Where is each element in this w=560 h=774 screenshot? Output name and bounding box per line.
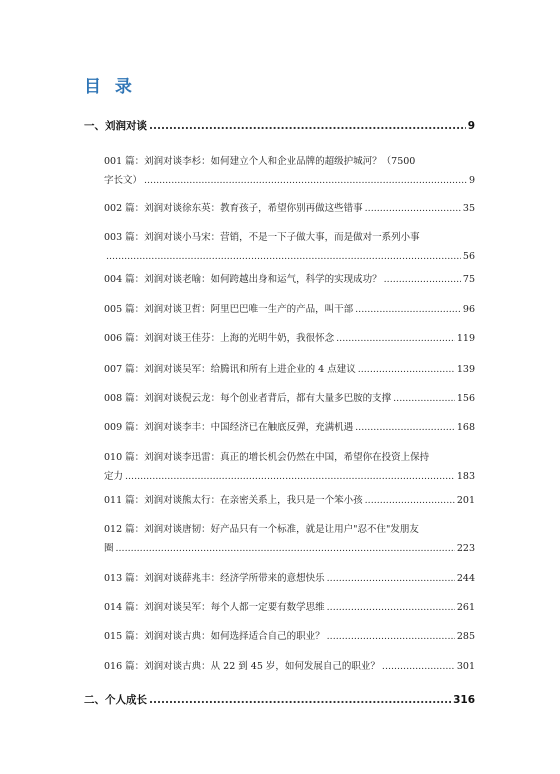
toc-page-number: 56: [462, 251, 475, 262]
toc-entry-text: 010 篇：刘润对谈李迅雷：真正的增长机会仍然在中国，希望你在投资上保持: [104, 452, 430, 463]
toc-entry-text: 012 篇：刘润对谈唐韧：好产品只有一个标准，就是让用户"忍不住"发朋友: [104, 524, 419, 535]
toc-entry[interactable]: [104, 569, 475, 588]
dot-leader: [358, 360, 455, 379]
toc-entry[interactable]: [104, 329, 475, 348]
toc-entry[interactable]: [104, 270, 475, 289]
toc-page-number: 9: [467, 120, 475, 132]
toc-entry-text: 002 篇：刘润对谈徐东英：教育孩子，希望你别再做这些错事: [104, 203, 363, 214]
toc-entry-text: 015 篇：刘润对谈古典：如何选择适合自己的职业？: [104, 631, 325, 642]
page-title: 目 录: [84, 77, 136, 97]
toc-entry-text: 008 篇：刘润对谈倪云龙：每个创业者背后，都有大量多巴胺的支撑: [104, 393, 392, 404]
toc-entry-text: 013 篇：刘润对谈薛兆丰：经济学所带来的意想快乐: [104, 573, 325, 584]
toc-entry[interactable]: [104, 491, 475, 510]
toc-page-number: 75: [462, 274, 475, 285]
toc-section-label: 二、个人成长: [84, 694, 147, 706]
toc-entry[interactable]: [104, 199, 475, 218]
toc-entry-text: 001 篇：刘润对谈李杉：如何建立个人和企业品牌的超级护城河？（7500: [104, 156, 416, 167]
toc-entry[interactable]: [104, 598, 475, 617]
dot-leader: [327, 598, 455, 617]
toc-entry[interactable]: [104, 657, 475, 676]
dot-leader: [116, 539, 455, 558]
toc-section[interactable]: [84, 118, 475, 133]
toc-page-number: 285: [456, 631, 475, 642]
toc-page-number: 119: [456, 333, 475, 344]
toc-page-number: 168: [456, 422, 475, 433]
toc-entry[interactable]: [104, 389, 475, 408]
dot-leader: [327, 627, 455, 646]
toc-entry[interactable]: [104, 300, 475, 319]
dot-leader: [149, 694, 451, 706]
toc-page-number: 316: [453, 694, 475, 706]
toc-entry-text: 005 篇：刘润对谈卫哲：阿里巴巴唯一生产的产品，叫干部: [104, 304, 354, 315]
toc-section-label: 一、刘润对谈: [84, 120, 147, 132]
toc-entry-text: 014 篇：刘润对谈吴军：每个人都一定要有数学思维: [104, 602, 325, 613]
toc-entry[interactable]: [104, 627, 475, 646]
dot-leader: [365, 199, 461, 218]
toc-page-number: 223: [456, 543, 475, 554]
dot-leader: [393, 389, 455, 408]
dot-leader: [327, 569, 455, 588]
toc-entry-text: 003 篇：刘润对谈小马宋：营销，不是一下子做大事，而是做对一系列小事: [104, 232, 420, 243]
toc-entry[interactable]: [104, 520, 475, 558]
toc-page-number: 201: [456, 495, 475, 506]
toc-entry-text: 006 篇：刘润对谈王佳芬：上海的光明牛奶，我很怀念: [104, 333, 335, 344]
toc-page-number: 9: [468, 175, 475, 186]
toc-entry-text: 字长文）: [104, 175, 143, 186]
toc-page-number: 139: [456, 364, 475, 375]
toc-entry[interactable]: [104, 360, 475, 379]
dot-leader: [355, 300, 461, 319]
toc-page-number: 261: [456, 602, 475, 613]
toc-section[interactable]: [84, 692, 475, 707]
toc-entry-text: 007 篇：刘润对谈吴军：给腾讯和所有上进企业的 4 点建议: [104, 364, 356, 375]
dot-leader: [355, 418, 455, 437]
toc-page-number: 244: [456, 573, 475, 584]
toc-entry[interactable]: [104, 228, 475, 266]
toc-entry-text: 004 篇：刘润对谈老喻：如何跨越出身和运气，科学的实现成功？: [104, 274, 382, 285]
toc-entry-text: 圈: [104, 543, 114, 554]
dot-leader: [106, 247, 461, 266]
toc-entry-text: 定力: [104, 471, 124, 482]
toc-page-number: 156: [456, 393, 475, 404]
toc-entry-text: 009 篇：刘润对谈李丰：中国经济已在触底反弹，充满机遇: [104, 422, 354, 433]
toc-entry-text: 011 篇：刘润对谈熊太行：在亲密关系上，我只是一个笨小孩: [104, 495, 363, 506]
toc-entry-text: 016 篇：刘润对谈古典：从 22 到 45 岁，如何发展自己的职业？: [104, 661, 380, 672]
toc-entry[interactable]: [104, 152, 475, 190]
toc-page-number: 301: [456, 661, 475, 672]
dot-leader: [125, 467, 455, 486]
dot-leader: [144, 171, 467, 190]
toc-entry[interactable]: [104, 418, 475, 437]
dot-leader: [382, 657, 455, 676]
toc-page-number: 183: [456, 471, 475, 482]
dot-leader: [336, 329, 455, 348]
toc-page-number: 96: [462, 304, 475, 315]
toc-page-number: 35: [462, 203, 475, 214]
toc-entry[interactable]: [104, 448, 475, 486]
dot-leader: [365, 491, 455, 510]
dot-leader: [149, 120, 466, 132]
dot-leader: [384, 270, 461, 289]
